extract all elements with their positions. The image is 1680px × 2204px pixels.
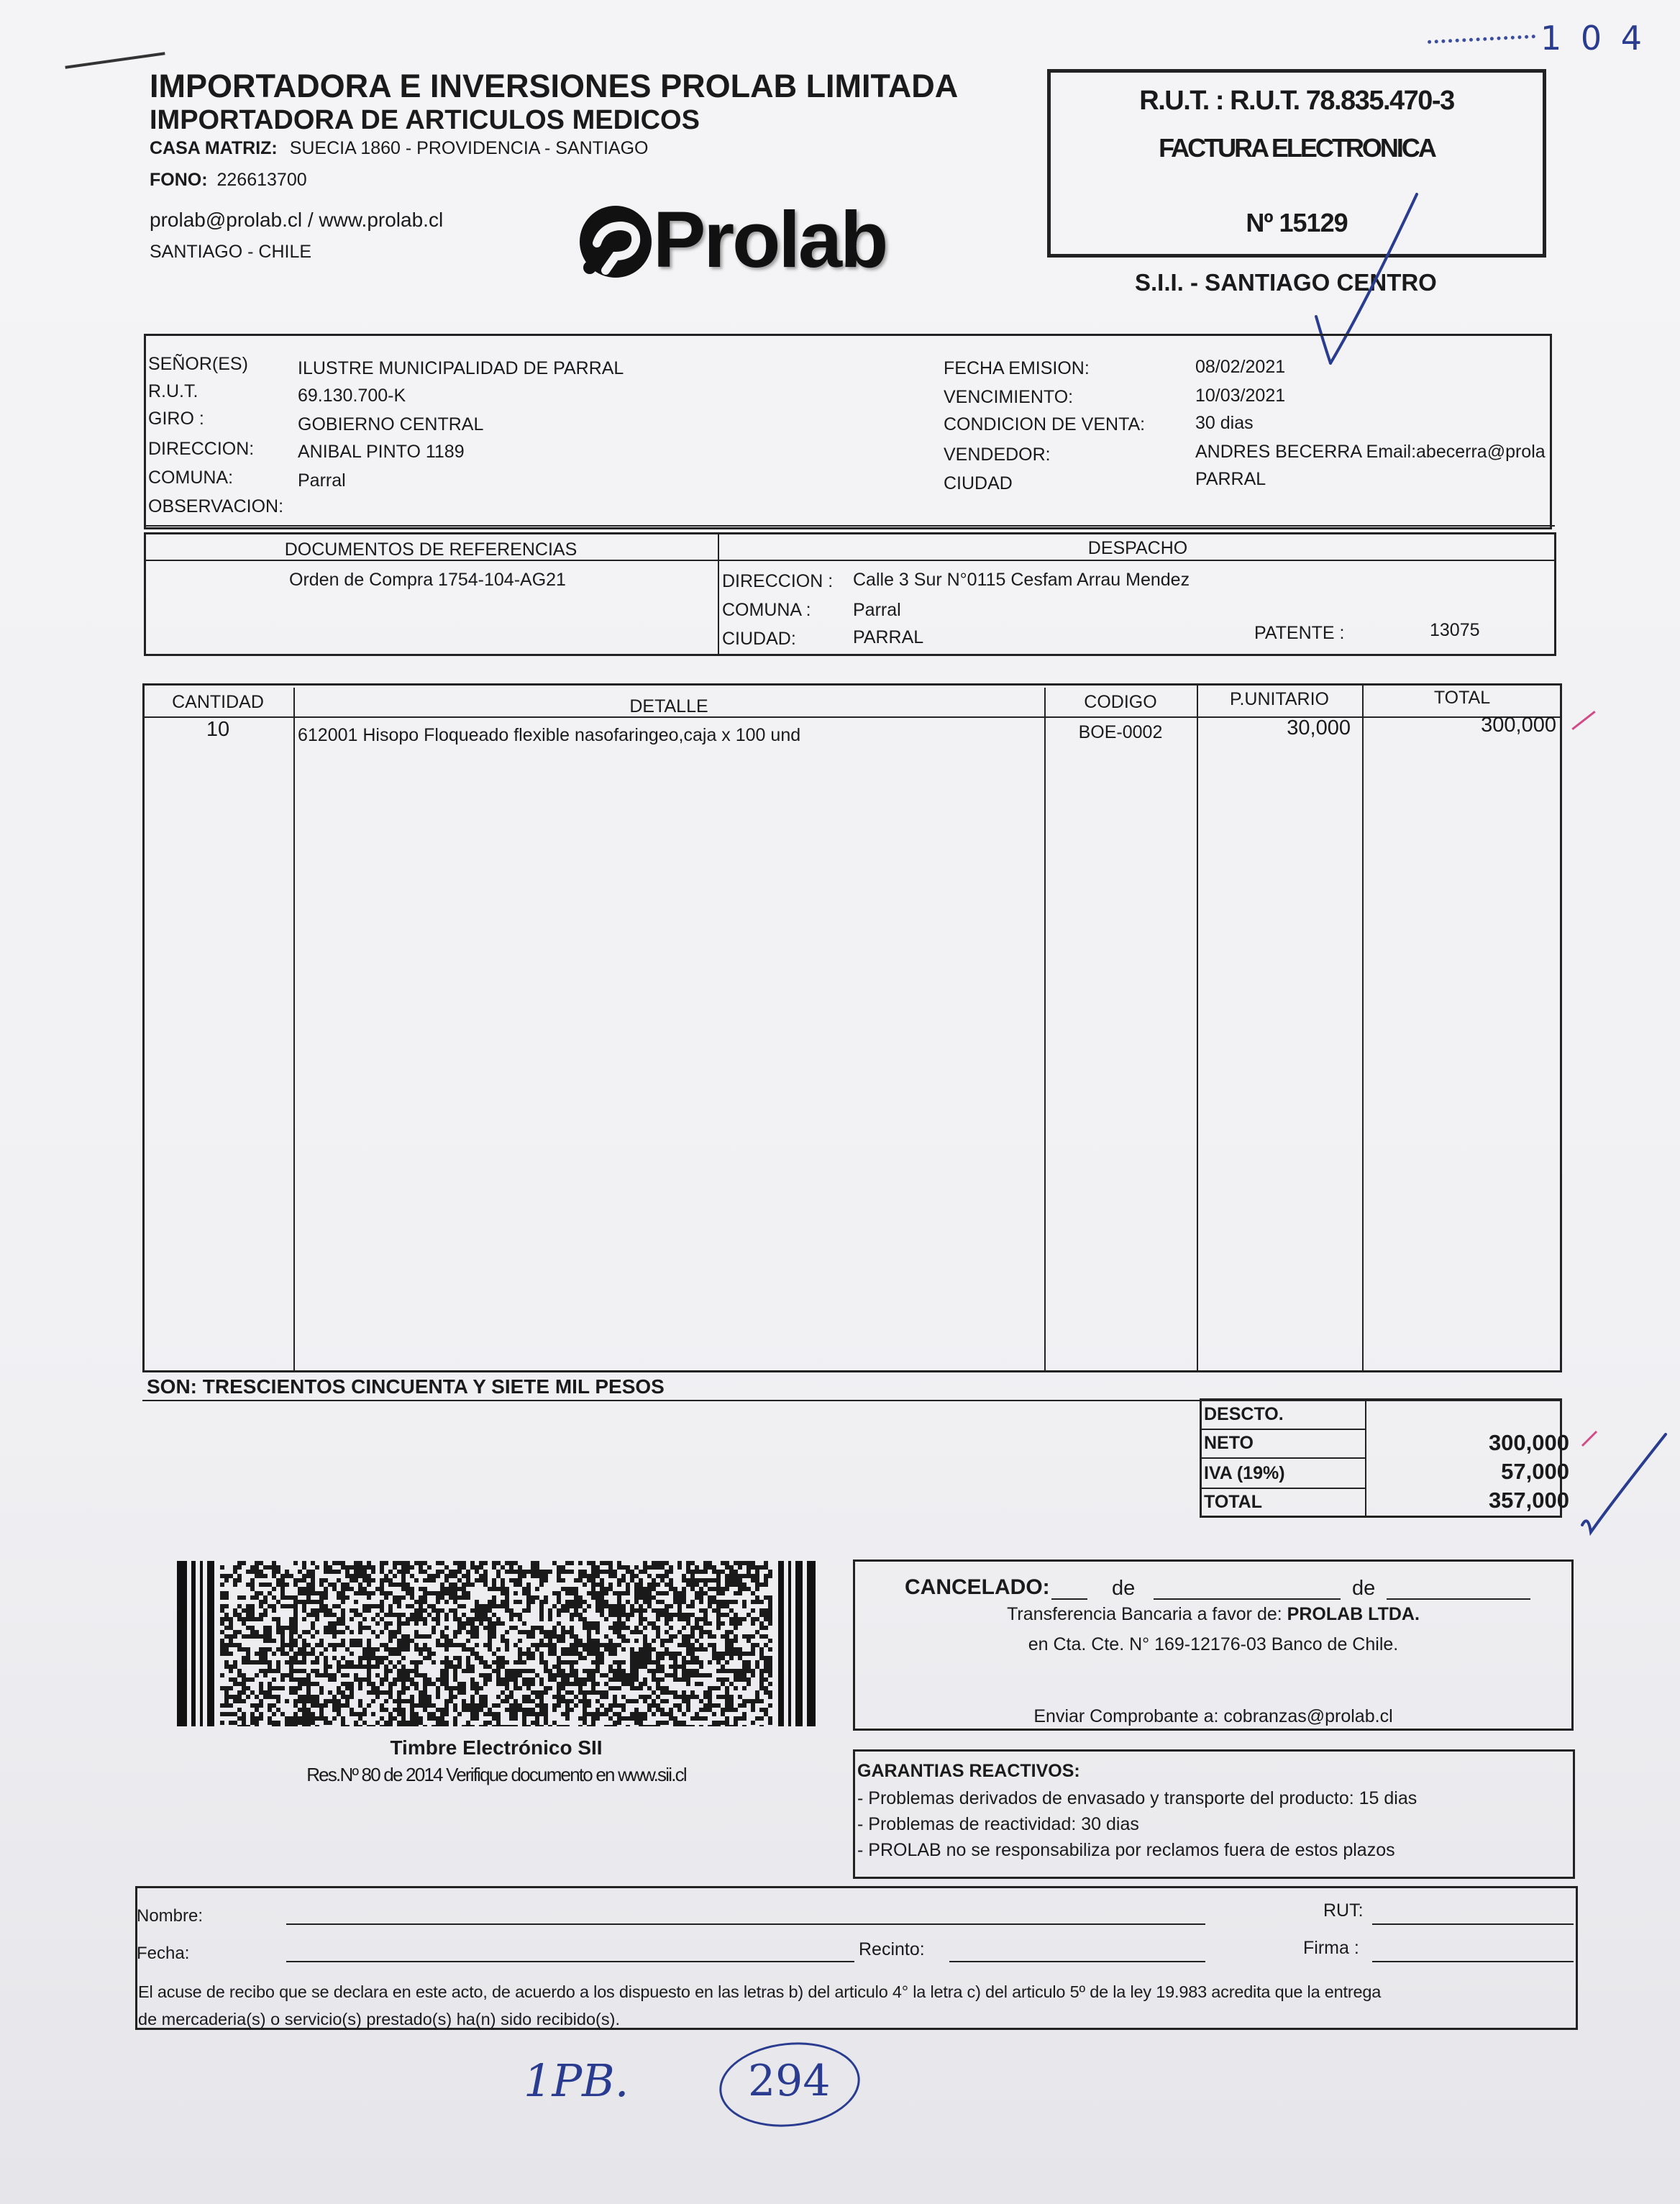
client-box-divider [144, 525, 1555, 527]
references-value: Orden de Compra 1754-104-AG21 [289, 570, 566, 590]
company-subtitle: IMPORTADORA DE ARTICULOS MEDICOS [150, 105, 700, 135]
transferencia-bold: PROLAB LTDA. [1287, 1604, 1420, 1624]
cuenta-line: en Cta. Cte. N° 169-12176-03 Banco de Chile. [1028, 1634, 1399, 1654]
timbre-title: Timbre Electrónico SII [390, 1736, 603, 1759]
col-header-codigo: CODIGO [1084, 692, 1157, 712]
ciudad-label: CIUDAD [944, 473, 1013, 493]
despacho-header: DESPACHO [1087, 538, 1188, 558]
acuse-rut-line[interactable] [1372, 1923, 1574, 1925]
pen-stroke-top-left [65, 52, 165, 68]
despacho-comuna-value: Parral [853, 600, 901, 620]
despacho-ciudad-value: PARRAL [853, 627, 924, 647]
totals-row-3 [1200, 1488, 1366, 1489]
nombre-line[interactable] [286, 1923, 1205, 1925]
sii-office: S.I.I. - SANTIAGO CENTRO [1135, 269, 1437, 296]
fecha-emision-value: 08/02/2021 [1195, 357, 1286, 377]
giro-value: GOBIERNO CENTRAL [298, 414, 484, 434]
cancelado-month-line [1154, 1598, 1341, 1600]
transferencia-prefix: Transferencia Bancaria a favor de: [1007, 1604, 1282, 1624]
vencimiento-label: VENCIMIENTO: [944, 387, 1074, 407]
descto-label: DESCTO. [1204, 1404, 1284, 1424]
patente-value: 13075 [1430, 620, 1480, 640]
col-divider-4 [1362, 683, 1364, 1372]
despacho-direccion-label: DIRECCION : [722, 571, 834, 591]
despacho-direccion-value: Calle 3 Sur N°0115 Cesfam Arrau Mendez [853, 570, 1190, 590]
recinto-label: Recinto: [859, 1939, 925, 1959]
prolab-logo-text: Prolab [653, 196, 887, 284]
col-header-total: TOTAL [1433, 688, 1491, 708]
vendedor-label: VENDEDOR: [944, 445, 1051, 465]
prolab-logo [568, 196, 942, 285]
comuna-value: Parral [298, 470, 346, 491]
observacion-label: OBSERVACION: [148, 496, 284, 516]
items-table [142, 683, 1562, 1372]
col-divider-2 [1044, 688, 1046, 1372]
iva-label: IVA (19%) [1204, 1463, 1285, 1483]
row-total: 300,000 [1481, 714, 1556, 737]
cancelado-label: CANCELADO: [905, 1575, 1050, 1599]
client-rut-label: R.U.T. [148, 381, 198, 401]
neto-label: NETO [1204, 1433, 1254, 1453]
casa-matriz-value: SUECIA 1860 - PROVIDENCIA - SANTIAGO [289, 138, 649, 158]
invoice-type: FACTURA ELECTRONICA [1159, 133, 1435, 163]
firma-line[interactable] [1372, 1961, 1574, 1962]
acuse-text-line-2: de mercaderia(s) o servicio(s) prestado(s) ha(n) sido recibido(s). [138, 2010, 620, 2028]
despacho-comuna-label: COMUNA : [722, 600, 811, 620]
giro-label: GIRO : [148, 409, 204, 429]
fono-value: 226613700 [216, 170, 307, 190]
enviar-comprobante: Enviar Comprobante a: cobranzas@prolab.cl [1033, 1706, 1393, 1726]
col-header-detalle: DETALLE [629, 696, 708, 716]
col-divider-3 [1197, 685, 1198, 1372]
fecha-emision-label: FECHA EMISION: [944, 358, 1090, 378]
despacho-ciudad-label: CIUDAD: [722, 629, 796, 649]
timbre-barcode [177, 1561, 816, 1726]
total-label: TOTAL [1204, 1492, 1263, 1512]
page-number-mark: 1 0 4 [1540, 19, 1647, 58]
acuse-text-line-1: El acuse de recibo que se declara en este acto, de acuerdo a los dispuesto en las letras b) del articulo 4° la letra c) del articulo 5º de la ley 19.983 acredita que la entrega [138, 1982, 1382, 2001]
ciudad-value: PARRAL [1195, 469, 1266, 489]
client-rut-value: 69.130.700-K [298, 386, 406, 406]
invoice-rut: R.U.T. : R.U.T. 78.835.470-3 [1139, 86, 1454, 116]
fono-label: FONO: [150, 170, 208, 190]
company-name: IMPORTADORA E INVERSIONES PROLAB LIMITADA [150, 68, 959, 104]
iva-value: 57,000 [1501, 1459, 1569, 1484]
cancelado-de-1: de [1112, 1577, 1136, 1600]
col-header-unitario: P.UNITARIO [1230, 689, 1329, 709]
handwritten-note-1pb: 1PB. [524, 2054, 629, 2107]
direccion-value: ANIBAL PINTO 1189 [298, 442, 465, 462]
stamp-scribble-top [1428, 35, 1535, 44]
direccion-label: DIRECCION: [148, 439, 255, 459]
cancelado-day-line [1051, 1598, 1087, 1600]
garantia-item-1: - Problemas derivados de envasado y transporte del producto: 15 dias [857, 1788, 1418, 1808]
recinto-line[interactable] [949, 1961, 1205, 1962]
fono [150, 170, 307, 191]
totals-check-mark-icon [1568, 1424, 1676, 1547]
row-cantidad: 10 [206, 718, 230, 741]
total-value: 357,000 [1488, 1488, 1569, 1513]
fecha-label: Fecha: [137, 1944, 190, 1963]
invoice-number: Nº 15129 [1246, 208, 1348, 237]
garantia-item-3: - PROLAB no se responsabiliza por reclamos fuera de estos plazos [857, 1840, 1395, 1860]
comuna-label: COMUNA: [148, 468, 234, 488]
transferencia-line [853, 1604, 1574, 1625]
references-header: DOCUMENTOS DE REFERENCIAS [284, 539, 578, 560]
senores-value: ILUSTRE MUNICIPALIDAD DE PARRAL [298, 358, 624, 378]
row-codigo: BOE-0002 [1078, 722, 1163, 742]
row-detalle: 612001 Hisopo Floqueado flexible nasofaringeo,caja x 100 und [298, 725, 801, 745]
amount-in-words: SON: TRESCIENTOS CINCUENTA Y SIETE MIL PESOS [147, 1375, 665, 1398]
prolab-logo-icon [568, 199, 662, 285]
casa-matriz-label: CASA MATRIZ: [150, 138, 278, 158]
neto-value: 300,000 [1488, 1430, 1569, 1455]
company-city: SANTIAGO - CHILE [150, 242, 312, 262]
condicion-value: 30 dias [1195, 413, 1254, 433]
senores-label: SEÑOR(ES) [148, 354, 248, 374]
condicion-label: CONDICION DE VENTA: [944, 414, 1146, 434]
timbre-res: Res.Nº 80 de 2014 Verifique documento en www.sii.cl [306, 1764, 686, 1785]
vendedor-value: ANDRES BECERRA Email:abecerra@prola [1195, 442, 1546, 462]
cancelado-de-2: de [1352, 1577, 1376, 1600]
pink-tick-row [1571, 711, 1595, 730]
vencimiento-value: 10/03/2021 [1195, 386, 1286, 406]
handwritten-note-294: 294 [748, 2056, 831, 2106]
cancelado-year-line [1387, 1598, 1530, 1600]
garantia-item-2: - Problemas de reactividad: 30 dias [857, 1814, 1139, 1834]
fecha-line[interactable] [286, 1961, 854, 1962]
nombre-label: Nombre: [137, 1906, 204, 1926]
firma-label: Firma : [1303, 1938, 1359, 1958]
patente-label: PATENTE : [1254, 623, 1345, 643]
col-divider-1 [293, 688, 295, 1372]
totals-row-2 [1200, 1457, 1366, 1459]
acuse-rut-label: RUT: [1323, 1900, 1364, 1921]
col-header-cantidad: CANTIDAD [172, 692, 264, 712]
row-unitario: 30,000 [1287, 716, 1351, 739]
company-email-web: prolab@prolab.cl / www.prolab.cl [150, 209, 444, 231]
totals-row-1 [1200, 1429, 1366, 1430]
casa-matriz [150, 138, 648, 159]
garantias-title: GARANTIAS REACTIVOS: [857, 1761, 1080, 1781]
